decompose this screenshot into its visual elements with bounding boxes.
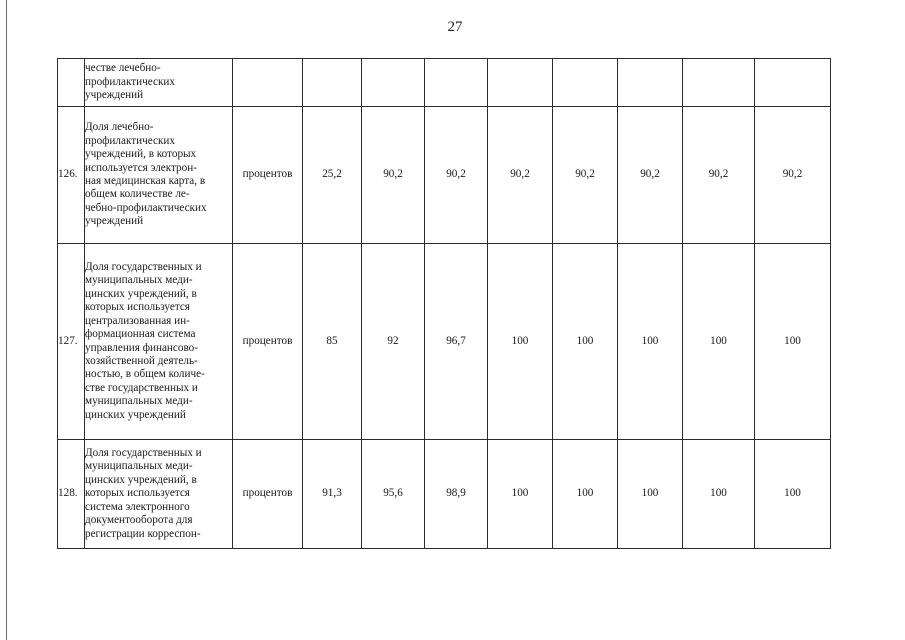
indicator-name-cell xyxy=(85,244,233,440)
value-cell: 98,9 xyxy=(425,440,488,549)
value-cell: 100 xyxy=(618,440,683,549)
value-cell xyxy=(362,59,425,107)
value-cell: 90,2 xyxy=(618,107,683,244)
page-edge-line xyxy=(6,0,7,640)
indicator-text-line: которых используется xyxy=(85,487,190,500)
indicator-text-line: используется электрон- xyxy=(85,161,197,174)
row-number-cell: 127. xyxy=(58,244,85,440)
table-row xyxy=(58,440,831,549)
value-cell: 100 xyxy=(618,244,683,440)
indicator-text-line: ностью, в общем количе- xyxy=(85,368,205,381)
row-number-cell: 128. xyxy=(58,440,85,549)
indicator-text-line: которых используется xyxy=(85,301,190,314)
value-cell: 100 xyxy=(683,244,755,440)
value-cell: 100 xyxy=(488,244,553,440)
table-row xyxy=(58,244,831,440)
unit-cell: процентов xyxy=(233,244,303,440)
value-cell xyxy=(618,59,683,107)
indicator-text-line: цинских учреждений xyxy=(85,408,186,421)
indicator-text-line: документооборота для xyxy=(85,514,193,527)
indicator-text-line: муниципальных меди- xyxy=(85,460,193,473)
indicator-text-line: учреждений, в которых xyxy=(85,148,197,161)
row-number-cell xyxy=(58,59,85,107)
indicator-text-line: учреждений xyxy=(85,89,144,102)
value-cell xyxy=(553,59,618,107)
indicator-text-line: муниципальных меди- xyxy=(85,274,193,287)
indicator-text-line: управления финансово- xyxy=(85,341,199,354)
value-cell: 100 xyxy=(755,244,831,440)
indicator-text-line: честве лечебно- xyxy=(85,62,161,75)
value-cell: 85 xyxy=(303,244,362,440)
value-cell: 100 xyxy=(553,440,618,549)
indicator-text-line: регистрации корреспон- xyxy=(85,527,201,540)
indicator-text-line: хозяйственной деятель- xyxy=(85,354,198,367)
indicator-text-line: система электронного xyxy=(85,500,190,513)
value-cell xyxy=(425,59,488,107)
row-number-cell: 126. xyxy=(58,107,85,244)
value-cell: 100 xyxy=(755,440,831,549)
indicator-text-line: Доля лечебно- xyxy=(85,121,154,134)
table-row xyxy=(58,107,831,244)
value-cell xyxy=(488,59,553,107)
indicator-name-cell xyxy=(85,107,233,244)
indicator-text-line: профилактических xyxy=(85,134,175,147)
indicator-text-line: общем количестве ле- xyxy=(85,188,190,201)
value-cell xyxy=(755,59,831,107)
indicator-text-line: цинских учреждений, в xyxy=(85,473,197,486)
value-cell: 96,7 xyxy=(425,244,488,440)
indicator-text-line: ная медицинская карта, в xyxy=(85,175,206,187)
value-cell: 95,6 xyxy=(362,440,425,549)
indicator-text-line: чебно-профилактических xyxy=(85,201,207,214)
unit-cell: процентов xyxy=(233,107,303,244)
value-cell: 90,2 xyxy=(683,107,755,244)
value-cell xyxy=(683,59,755,107)
value-cell: 25,2 xyxy=(303,107,362,244)
value-cell: 90,2 xyxy=(488,107,553,244)
value-cell: 100 xyxy=(553,244,618,440)
unit-cell: процентов xyxy=(233,440,303,549)
indicator-name-cell xyxy=(85,59,233,107)
value-cell: 90,2 xyxy=(755,107,831,244)
indicator-text-line: муниципальных меди- xyxy=(85,395,193,408)
indicator-text-line: Доля государственных и xyxy=(85,261,202,274)
unit-cell xyxy=(233,59,303,107)
value-cell: 91,3 xyxy=(303,440,362,549)
value-cell xyxy=(303,59,362,107)
value-cell: 100 xyxy=(683,440,755,549)
indicator-text-line: формационная система xyxy=(85,328,196,341)
indicator-text-line: Доля государственных и xyxy=(85,447,202,460)
indicator-text-line: учреждений xyxy=(85,215,144,228)
indicator-name-cell xyxy=(85,440,233,549)
value-cell: 92 xyxy=(362,244,425,440)
indicator-text-line: стве государственных и xyxy=(85,381,198,394)
value-cell: 90,2 xyxy=(425,107,488,244)
table-row xyxy=(58,59,831,107)
value-cell: 100 xyxy=(488,440,553,549)
indicator-text-line: профилактических xyxy=(85,75,175,88)
table-body xyxy=(58,59,831,549)
page-number: 27 xyxy=(447,19,463,35)
indicator-text-line: централизованная ин- xyxy=(85,314,190,327)
value-cell: 90,2 xyxy=(362,107,425,244)
value-cell: 90,2 xyxy=(553,107,618,244)
indicators-table xyxy=(57,58,831,549)
indicator-text-line: цинских учреждений, в xyxy=(85,287,197,300)
